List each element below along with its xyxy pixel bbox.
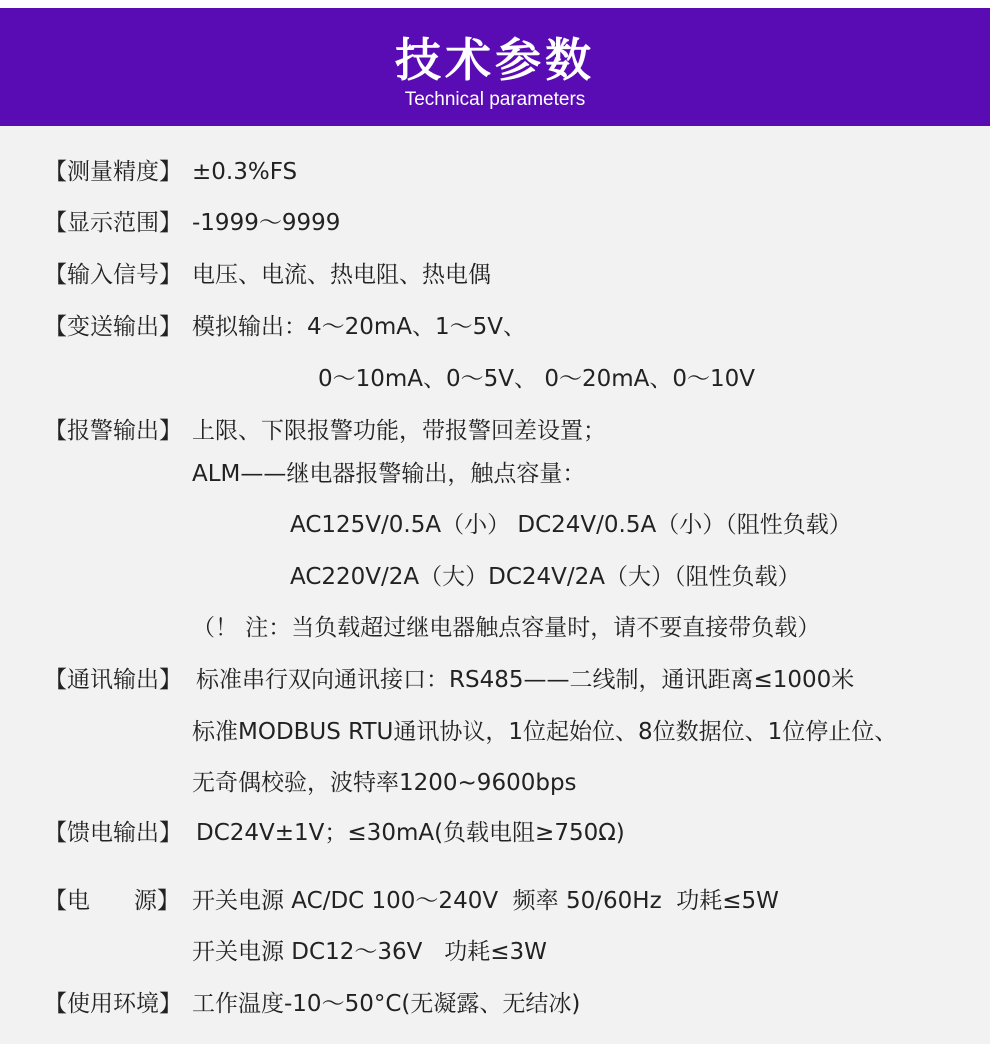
value-feed-output: DC24V±1V；≤30mA(负载电阻≥750Ω) [196, 820, 625, 846]
value-comm-protocol: 标准MODBUS RTU通讯协议，1位起始位、8位数据位、1位停止位、 [192, 719, 898, 745]
value-alarm-output: 上限、下限报警功能，带报警回差设置； [192, 418, 606, 444]
value-alarm-note: （！ 注：当负载超过继电器触点容量时，请不要直接带负载） [192, 615, 821, 641]
value-alarm-relay: ALM——继电器报警输出，触点容量： [192, 461, 586, 487]
label-input-signal: 【输入信号】 [44, 262, 182, 288]
label-measure-accuracy: 【测量精度】 [44, 159, 182, 185]
value-transmit-output: 模拟输出：4～20mA、1～5V、 [192, 314, 527, 340]
value-power-ac: 开关电源 AC/DC 100～240V 频率 50/60Hz 功耗≤5W [192, 888, 779, 914]
header-banner [0, 0, 990, 126]
label-display-range: 【显示范围】 [44, 210, 182, 236]
value-power-dc: 开关电源 DC12～36V 功耗≤3W [192, 939, 547, 965]
value-measure-accuracy: ±0.3%FS [192, 159, 298, 185]
value-comm-baud: 无奇偶校验，波特率1200~9600bps [192, 770, 577, 796]
page-subtitle: Technical parameters [404, 89, 586, 110]
label-power: 【电 源】 [44, 888, 180, 914]
value-alarm-capacity-large: AC220V/2A（大）DC24V/2A（大）（阻性负载） [290, 564, 801, 590]
value-input-signal: 电压、电流、热电阻、热电偶 [192, 262, 491, 288]
value-environment: 工作温度-10～50°C(无凝露、无结冰) [192, 991, 581, 1017]
label-comm-output: 【通讯输出】 [44, 667, 182, 693]
value-comm-output: 标准串行双向通讯接口：RS485——二线制，通讯距离≤1000米 [196, 667, 855, 693]
value-alarm-capacity-small: AC125V/0.5A（小） DC24V/0.5A（小）（阻性负载） [290, 512, 852, 538]
label-feed-output: 【馈电输出】 [44, 820, 182, 846]
value-display-range: -1999～9999 [192, 210, 341, 236]
label-transmit-output: 【变送输出】 [44, 314, 182, 340]
value-transmit-output-cont: 0～10mA、0～5V、 0～20mA、0～10V [318, 366, 756, 392]
page-title: 技术参数 [395, 33, 595, 87]
label-environment: 【使用环境】 [44, 991, 182, 1017]
label-alarm-output: 【报警输出】 [44, 418, 182, 444]
